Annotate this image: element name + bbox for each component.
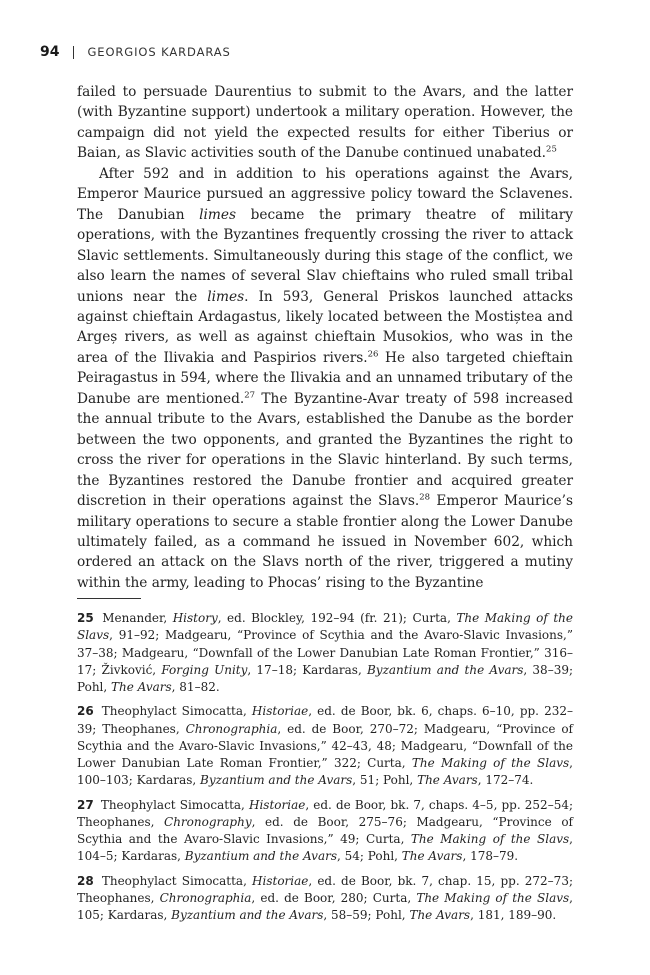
fn-title: The Making of the Slavs (410, 832, 570, 846)
footnote-ref-28[interactable]: 28 (419, 492, 431, 503)
footnotes (77, 610, 573, 931)
fn-text: , ed. de Boor, bk. 7, chap. 15, pp. 272–73; Theophanes, (77, 873, 573, 905)
fn-title: Byzantium and the Avars (200, 773, 353, 788)
fn-title: The Avars (111, 680, 172, 694)
fn-text: , 38–39; Pohl, (77, 662, 574, 694)
fn-title: The Making of the Slavs (411, 756, 570, 770)
fn-text: , ed. de Boor, bk. 7, chaps. 4–5, pp. 252–54; Theophanes, (77, 797, 574, 829)
fn-text: Theophylact Simocatta, (101, 873, 253, 888)
footnote-28 (77, 873, 573, 925)
fn-text: , 178–79. (462, 849, 519, 864)
fn-text: , 58–59; Pohl, (323, 908, 410, 922)
fn-title: Historiae (252, 873, 309, 888)
fn-title: Historiae (251, 704, 309, 719)
fn-text: , ed. de Boor, bk. 6, chaps. 6–10, pp. 232–39; Theophanes, (77, 704, 573, 736)
footnote-26 (77, 703, 573, 789)
footnote-number: 26 (77, 704, 94, 719)
limes-term-1: limes (199, 206, 236, 223)
fn-title: Forging Unity (161, 662, 248, 677)
footnote-ref-27[interactable]: 27 (244, 390, 256, 401)
footnote-number: 27 (77, 797, 94, 812)
paragraph-2-text-5: The Byzantine-Avar treaty of 598 increased the annual tribute to the Avars, established the Danube as the border between the two opponents, and granted the Byzantines the right to cross the river for operations in the Slavic hinterland. By such terms, the Byzantines restored the Danube frontier and acquired greater discretion in their operations against the Slavs. (77, 390, 573, 510)
fn-text: , 54; Pohl, (337, 849, 402, 864)
limes-term-2: limes (207, 288, 245, 305)
page-header (40, 40, 231, 64)
fn-title: Chronography (164, 814, 252, 829)
fn-title: The Making of the Slavs (416, 890, 570, 905)
paragraph-2-text-6: Emperor Maurice’s military operations to secure a stable frontier along the Lower Danube ultimately failed, as a command he issued in November 602, which ordered an attack on the Slavs north of the river, triggered a mutiny within the army, leading to Phocas’ rising to the Byzantine (77, 493, 573, 591)
fn-text: , 104–5; Kardaras, (77, 832, 573, 864)
fn-title: History (172, 611, 218, 625)
fn-text: , ed. Blockley, 192–94 (fr. 21); Curta, (217, 611, 457, 625)
fn-title: Byzantium and the Avars (184, 849, 338, 864)
fn-text: , 172–74. (477, 773, 534, 788)
fn-title: Byzantium and the Avars (171, 908, 324, 922)
fn-text: , 81–82. (171, 680, 220, 694)
paragraph-2-text-3: . In 593, General Priskos launched attacks against chieftain Ardagastus, likely located between the Mostiștea and Argeș rivers, as well as against chieftain Musokios, who was in the area of the Ilivakia and Paspirios rivers. (77, 288, 573, 366)
fn-text: , 17–18; Kardaras, (247, 662, 367, 677)
fn-title: Chronographia (185, 721, 278, 736)
paragraph-1-text: failed to persuade Daurentius to submit to the Avars, and the latter (with Byzantine support) undertook a military operation. However, the campaign did not yield the expected results for either Tiberius or Baian, as Slavic activities south of the Danube continued unabated. (77, 84, 573, 162)
footnote-ref-26[interactable]: 26 (367, 349, 379, 360)
footnote-25 (77, 610, 573, 696)
fn-title: Historiae (249, 797, 306, 812)
fn-title: Byzantium and the Avars (366, 662, 524, 677)
footnote-number: 25 (77, 611, 94, 625)
footnote-number: 28 (77, 873, 94, 888)
fn-text: , ed. de Boor, 275–76; Madgearu, “Province of Scythia and the Avaro-Slavic Invasions,” 49; Curta, (77, 814, 573, 846)
fn-text: , 100–103; Kardaras, (77, 756, 573, 788)
fn-title: The Avars (401, 849, 463, 864)
paragraph-2-text-4: He also targeted chieftain Peiragastus in 594, where the Ilivakia and an unnamed tributary of the Danube are mentioned. (77, 349, 573, 407)
fn-text: , 91–92; Madgearu, “Province of Scythia and the Avaro-Slavic Invasions,” 37–38; Madgearu, “Downfall of the Lower Danubian Late Roman Frontier,” 316–17; Živković, (77, 628, 573, 677)
fn-text: , 181, 189–90. (470, 908, 557, 922)
fn-title: Chronographia (159, 890, 252, 905)
fn-text: , 51; Pohl, (352, 773, 418, 788)
header-divider (73, 46, 74, 59)
fn-title: The Making of the Slavs (77, 611, 573, 643)
body-text (77, 82, 573, 593)
running-head: GEORGIOS KARDARAS (87, 45, 231, 59)
footnote-27 (77, 797, 573, 866)
footnote-rule (77, 598, 141, 599)
page-number: 94 (40, 44, 60, 60)
paragraph-1 (77, 82, 573, 164)
paragraph-2-text-2: became the primary theatre of military operations, with the Byzantines frequently crossing the river to attack Slavic settlements. Simultaneously during this stage of the conflict, we also learn the names of several Slav chieftains who ruled small tribal unions near the (77, 206, 573, 305)
paragraph-2 (77, 164, 573, 594)
fn-text: , ed. de Boor, 280; Curta, (251, 890, 417, 905)
fn-text: , ed. de Boor, 270–72; Madgearu, “Province of Scythia and the Avaro-Slavic Invasions,” 42–43, 48; Madgearu, “Downfall of the Lower Danubian Late Roman Frontier,” 322; Curta, (77, 721, 573, 770)
paragraph-2-text-1: After 592 and in addition to his operations against the Avars, Emperor Maurice pursued an aggressive policy toward the Sclavenes. The Danubian (77, 165, 573, 223)
footnote-ref-25[interactable]: 25 (546, 144, 557, 155)
fn-text: Theophylact Simocatta, (101, 704, 252, 719)
fn-text: , 105; Kardaras, (77, 890, 573, 922)
fn-title: The Avars (417, 773, 478, 788)
fn-title: The Avars (409, 908, 471, 922)
fn-text: Menander, (102, 611, 173, 625)
fn-text: Theophylact Simocatta, (100, 797, 249, 812)
